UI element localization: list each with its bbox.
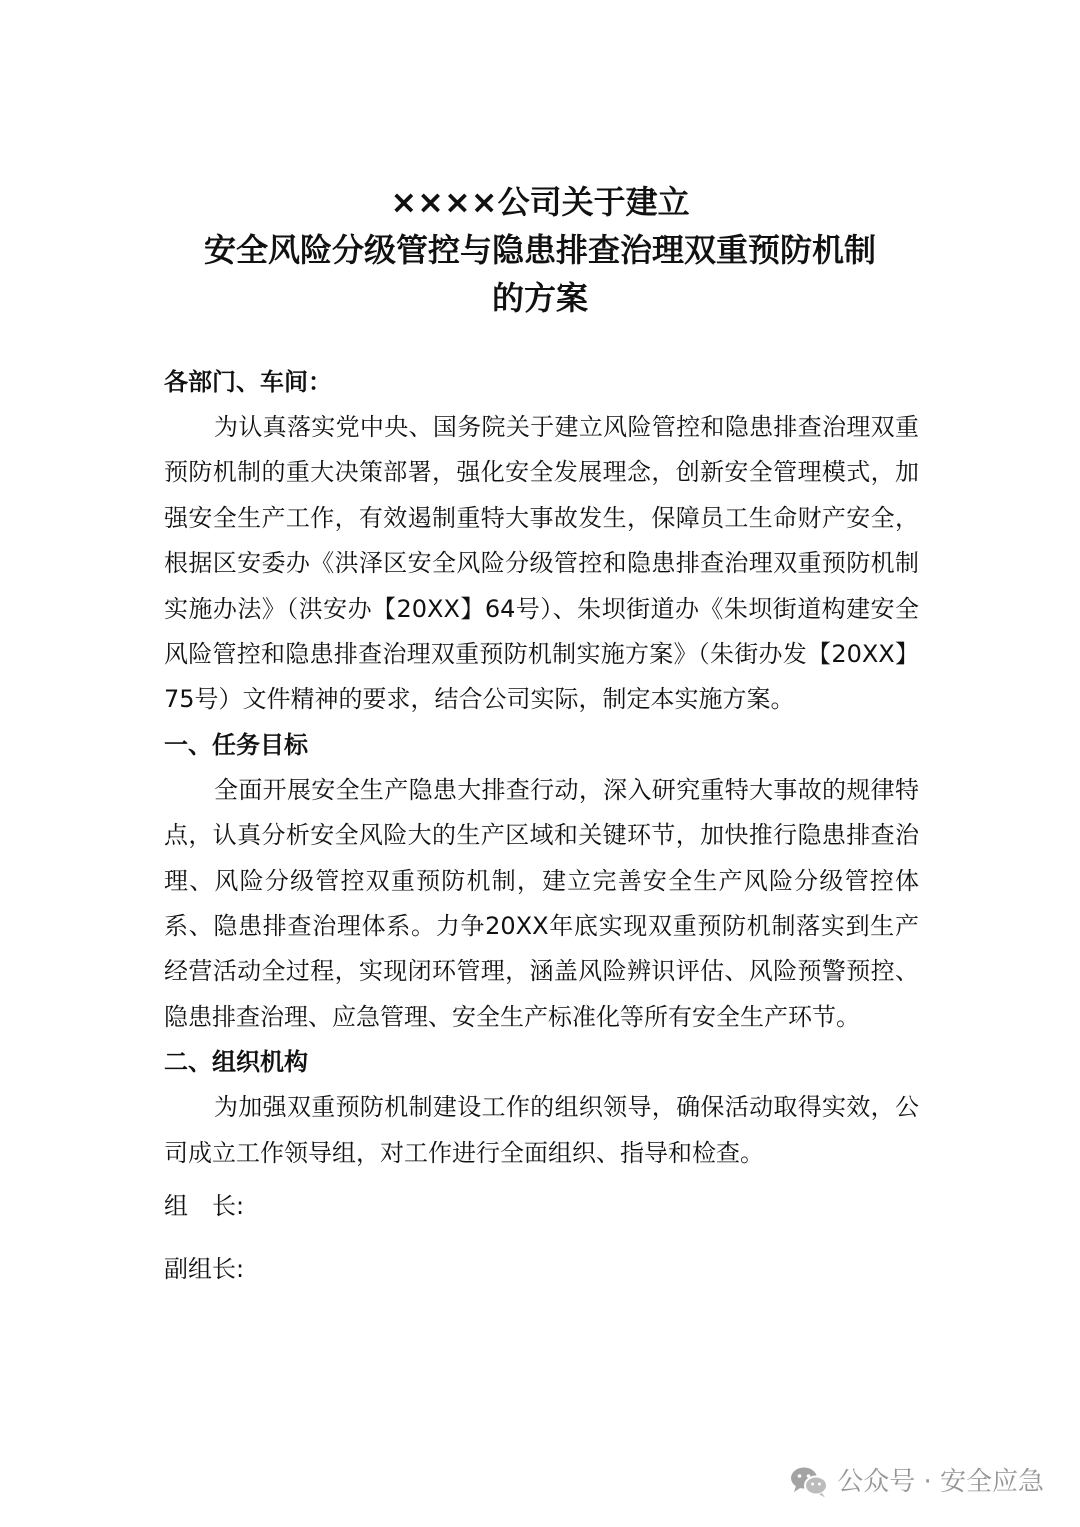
watermark-text: 公众号 · 安全应急 bbox=[837, 1467, 1044, 1497]
wechat-icon bbox=[789, 1465, 829, 1499]
section-paragraph-goals: 全面开展安全生产隐患大排查行动，深入研究重特大事故的规律特点，认真分析安全风险大的生产区域和关键环节，加快推行隐患排查治理、风险分级管控双重预防机制，建立完善安全生产风险分级管控体系、隐患排查治理体系。力争20XX年底实现双重预防机制落实到生产经营活动全过程，实现闭环管理，涵盖风险辨识评估、风险预警预控、隐患排查治理、应急管理、安全生产标准化等所有安全生产环节。 bbox=[164, 775, 919, 1031]
wechat-watermark bbox=[789, 1462, 1044, 1502]
document-title bbox=[0, 178, 1080, 322]
leader-label: 组 长: bbox=[164, 1192, 245, 1221]
title-line-1: ××××公司关于建立 bbox=[390, 183, 690, 221]
title-line-3: 的方案 bbox=[491, 279, 588, 317]
intro-paragraph: 为认真落实党中央、国务院关于建立风险管控和隐患排查治理双重预防机制的重大决策部署，强化安全发展理念，创新安全管理模式，加强安全生产工作，有效遏制重特大事故发生，保障员工生命财产安全，根据区安委办《洪泽区安全风险分级管控和隐患排查治理双重预防机制实施办法》（洪安办【20XX】64号）、朱坝街道办《朱坝街道构建安全风险管控和隐患排查治理双重预防机制实施方案》（朱街办发【20XX】75号）文件精神的要求，结合公司实际，制定本实施方案。 bbox=[164, 413, 919, 714]
title-line-2: 安全风险分级管控与隐患排查治理双重预防机制 bbox=[203, 231, 876, 269]
section-heading-goals: 一、任务目标 bbox=[164, 730, 308, 759]
section-heading-organization: 二、组织机构 bbox=[164, 1048, 308, 1077]
section-paragraph-organization: 为加强双重预防机制建设工作的组织领导，确保活动取得实效，公司成立工作领导组，对工作进行全面组织、指导和检查。 bbox=[164, 1093, 919, 1167]
document-body bbox=[164, 360, 919, 1292]
salutation: 各部门、车间： bbox=[164, 368, 332, 396]
deputy-leader-label: 副组长: bbox=[164, 1255, 245, 1284]
